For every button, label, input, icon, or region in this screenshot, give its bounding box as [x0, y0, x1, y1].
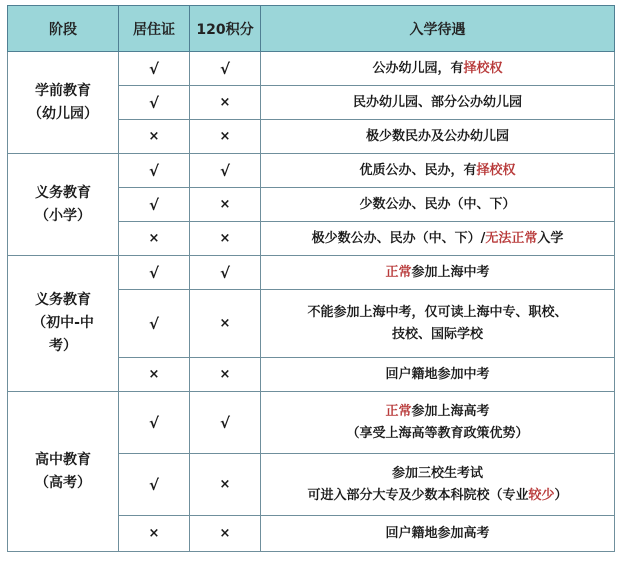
treatment-cell: [261, 154, 615, 188]
treatment-text: 回户籍地参加高考: [385, 525, 490, 541]
points-mark: ×: [190, 86, 261, 120]
treatment-text: 可进入部分大专及少数本科院校（专业: [307, 487, 529, 503]
treatment-text: 极少数公办、民办（中、下）/: [311, 230, 486, 246]
table-row: [8, 154, 615, 188]
treatment-text: ）: [554, 487, 568, 503]
highlight-text: 择校权: [476, 162, 516, 178]
treatment-text: 参加上海中考: [411, 264, 490, 280]
points-mark: ×: [190, 358, 261, 392]
points-mark: ×: [190, 290, 261, 358]
highlight-text: 正常: [385, 264, 412, 280]
treatment-text: 公办幼儿园，有: [372, 60, 464, 76]
highlight-text: 较少: [528, 487, 555, 503]
treatment-text: 技校、国际学校: [391, 326, 483, 342]
stage-label-line: 高中教育: [35, 451, 91, 468]
treatment-cell: [261, 392, 615, 454]
points-mark: ×: [190, 188, 261, 222]
treatment-text: 不能参加上海中考，仅可读上海中专、职校、: [307, 304, 568, 320]
treatment-cell: [261, 290, 615, 358]
header-treatment: 入学待遇: [261, 6, 615, 52]
table-body: [8, 52, 615, 552]
stage-label-line: （初中-中: [32, 315, 94, 331]
highlight-text: 无法正常: [485, 230, 538, 246]
residence-permit-mark: √: [119, 52, 190, 86]
residence-permit-mark: √: [119, 86, 190, 120]
treatment-text: 入学: [537, 230, 564, 246]
treatment-cell: [261, 86, 615, 120]
stage-label-line: 学前教育: [35, 82, 91, 99]
stage-cell: [8, 154, 119, 256]
residence-permit-mark: ×: [119, 358, 190, 392]
stage-cell: [8, 392, 119, 552]
points-mark: √: [190, 256, 261, 290]
points-mark: √: [190, 392, 261, 454]
stage-label-line: （高考）: [35, 474, 91, 491]
highlight-text: 择校权: [463, 60, 503, 76]
treatment-cell: [261, 454, 615, 516]
points-mark: ×: [190, 120, 261, 154]
treatment-text: （享受上海高等教育政策优势）: [346, 425, 529, 441]
table-row: [8, 392, 615, 454]
header-points: 120积分: [190, 6, 261, 52]
treatment-cell: [261, 52, 615, 86]
points-mark: ×: [190, 516, 261, 552]
treatment-text: 民办幼儿园、部分公办幼儿园: [352, 94, 522, 110]
treatment-text: 少数公办、民办（中、下）: [359, 196, 516, 212]
education-treatment-table: [7, 5, 615, 552]
stage-label-line: 考）: [49, 338, 77, 354]
header-stage: 阶段: [8, 6, 119, 52]
residence-permit-mark: √: [119, 290, 190, 358]
points-mark: ×: [190, 454, 261, 516]
residence-permit-mark: √: [119, 392, 190, 454]
treatment-text: 参加上海高考: [411, 403, 490, 419]
residence-permit-mark: ×: [119, 516, 190, 552]
residence-permit-mark: √: [119, 188, 190, 222]
points-mark: ×: [190, 222, 261, 256]
residence-permit-mark: √: [119, 256, 190, 290]
stage-label-line: 义务教育: [35, 184, 91, 201]
stage-cell: [8, 256, 119, 392]
header-row: [8, 6, 615, 52]
highlight-text: 正常: [385, 403, 412, 419]
table-row: [8, 256, 615, 290]
treatment-cell: [261, 222, 615, 256]
points-mark: √: [190, 52, 261, 86]
stage-label-line: 义务教育: [35, 292, 91, 308]
stage-label-line: （小学）: [35, 207, 91, 224]
treatment-text: 极少数民办及公办幼儿园: [365, 128, 509, 144]
stage-cell: [8, 52, 119, 154]
treatment-text: 回户籍地参加中考: [385, 366, 490, 382]
points-mark: √: [190, 154, 261, 188]
treatment-cell: [261, 358, 615, 392]
stage-label-line: （幼儿园）: [28, 105, 98, 122]
residence-permit-mark: ×: [119, 120, 190, 154]
treatment-text: 优质公办、民办，有: [359, 162, 477, 178]
treatment-text: 参加三校生考试: [391, 465, 483, 481]
residence-permit-mark: √: [119, 454, 190, 516]
table-row: [8, 52, 615, 86]
treatment-cell: [261, 256, 615, 290]
treatment-cell: [261, 188, 615, 222]
residence-permit-mark: ×: [119, 222, 190, 256]
treatment-cell: [261, 516, 615, 552]
header-residence-permit: 居住证: [119, 6, 190, 52]
residence-permit-mark: √: [119, 154, 190, 188]
treatment-cell: [261, 120, 615, 154]
